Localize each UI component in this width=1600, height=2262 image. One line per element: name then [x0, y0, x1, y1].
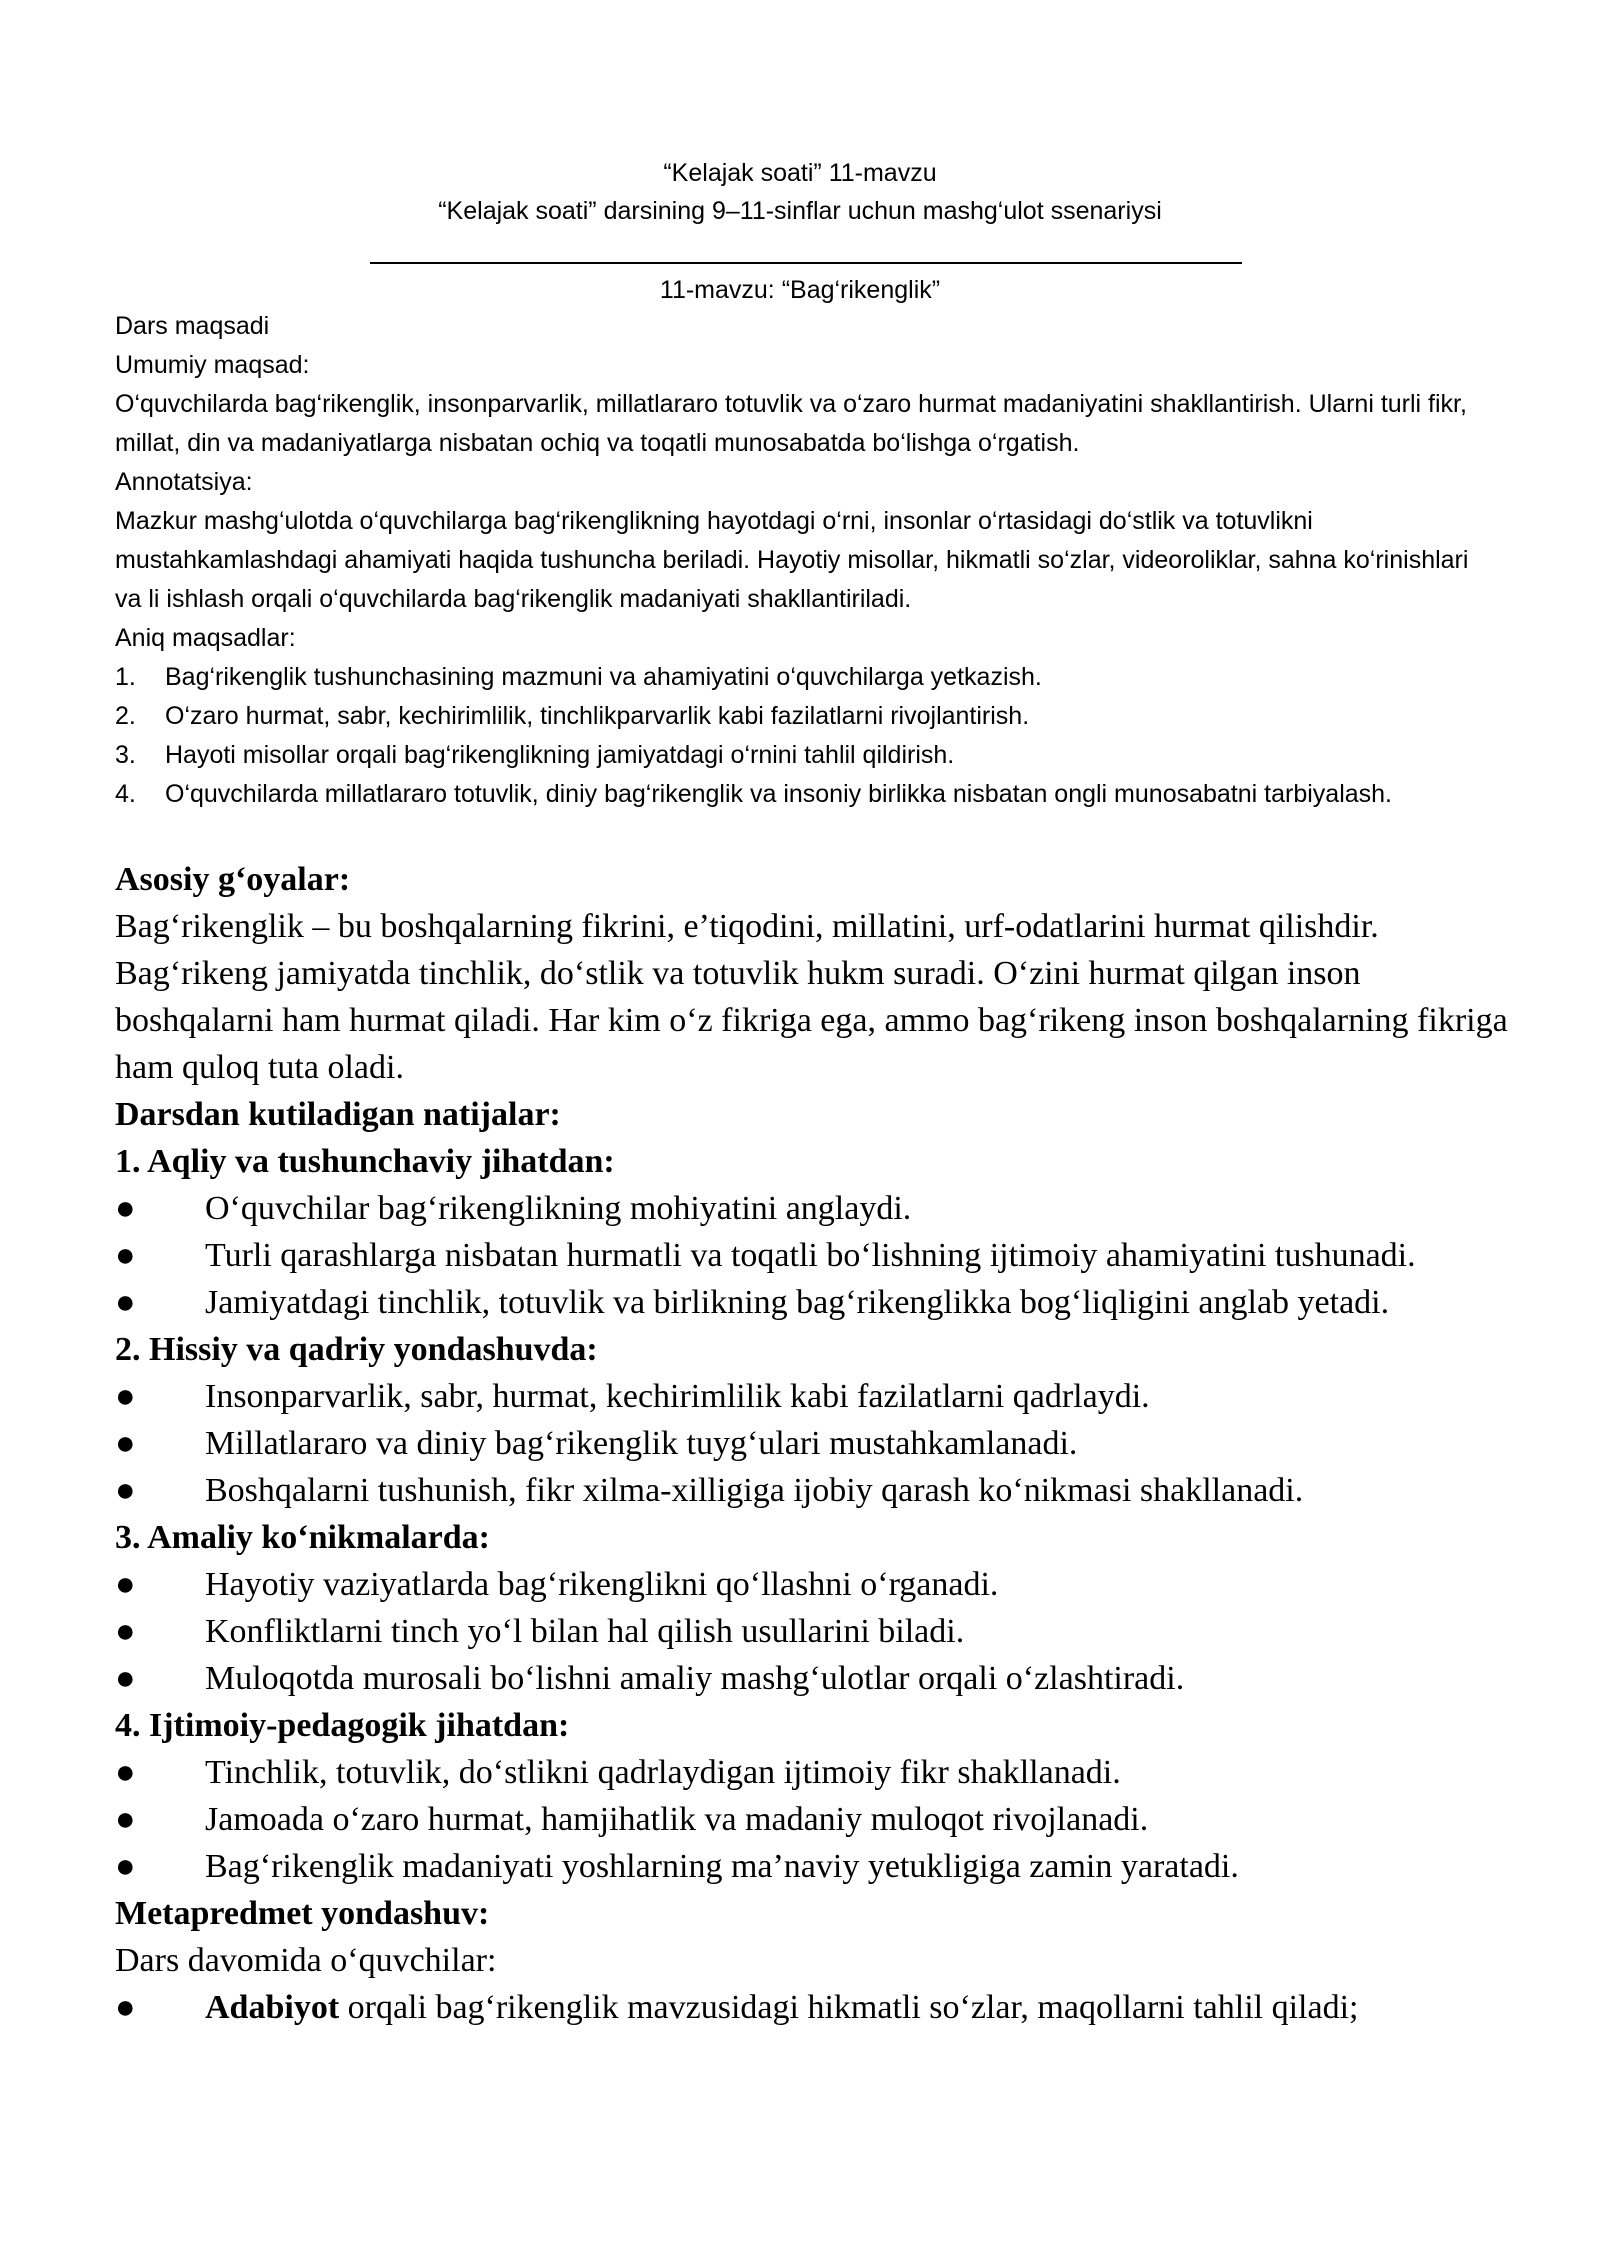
list-item: [115, 1655, 1515, 1702]
bullet-icon: ●: [115, 1754, 136, 1791]
list-item-text: Jamiyatdagi tinchlik, totuvlik va birlikning bag‘rikenglikka bog‘liqligini anglab yetadi.: [205, 1284, 1390, 1321]
meta-subject: Adabiyot: [205, 1989, 340, 2026]
annotation-text: Mazkur mashg‘ulotda o‘quvchilarga bag‘rikenglikning hayotdagi o‘rni, insonlar o‘rtasidagi do‘stlik va totuvlikni mustahkamlashdagi ahamiyati haqida tushuncha beriladi. Hayotiy misollar, hikmatli so‘zlar, videoroliklar, sahna ko‘rinishlari va li ishlash orqali o‘quvchilarda bag‘rikenglik madaniyati shakllantiriladi.: [115, 507, 1469, 613]
goal-text: Bag‘rikenglik tushunchasining mazmuni va ahamiyatini o‘quvchilarga yetkazish.: [165, 663, 1042, 691]
list-item-text: Muloqotda murosali bo‘lishni amaliy mashg‘ulotlar orqali o‘zlashtiradi.: [205, 1660, 1185, 1697]
list-item: [115, 1232, 1515, 1279]
specific-goal-item: [115, 697, 1495, 736]
goal-text: Hayoti misollar orqali bag‘rikenglikning jamiyatdagi o‘rnini tahlil qildirish.: [165, 741, 955, 769]
bullet-icon: ●: [115, 1848, 136, 1885]
list-item-text: Jamoada o‘zaro hurmat, hamjihatlik va madaniy muloqot rivojlanadi.: [205, 1801, 1149, 1838]
goal-number: 3.: [115, 741, 136, 769]
list-item: [115, 1420, 1515, 1467]
list-item-text: Insonparvarlik, sabr, hurmat, kechirimlilik kabi fazilatlarni qadrlaydi.: [205, 1378, 1150, 1415]
intro-section: [115, 307, 1495, 814]
list-item-text: Konfliktlarni tinch yo‘l bilan hal qilish usullarini biladi.: [205, 1613, 965, 1650]
section-heading: 4. Ijtimoiy-pedagogik jihatdan:: [115, 1707, 570, 1744]
goal-number: 4.: [115, 780, 136, 808]
lesson-goal-label: Dars maqsadi: [115, 312, 270, 340]
list-item: [115, 1185, 1515, 1232]
list-item: [115, 1467, 1515, 1514]
list-item: [115, 1843, 1515, 1890]
ideas-text: Bag‘rikenglik – bu boshqalarning fikrini, e’tiqodini, millatini, urf-odatlarini hurmat qilishdir. Bag‘rikeng jamiyatda tinchlik, do‘stlik va totuvlik hukm suradi. O‘zini hurmat qilgan inson boshqalarni ham hurmat qiladi. Har kim o‘z fikriga ega, ammo bag‘rikeng inson boshqalarning fikriga ham quloq tuta oladi.: [115, 908, 1508, 1086]
general-goal-label: Umumiy maqsad:: [115, 351, 310, 379]
list-item-text: Tinchlik, totuvlik, do‘stlikni qadrlaydigan ijtimoiy fikr shakllanadi.: [205, 1754, 1121, 1791]
topic-title: 11-mavzu: “Bag‘rikenglik”: [659, 276, 941, 304]
bullet-icon: ●: [115, 1190, 136, 1227]
specific-goals-label: Aniq maqsadlar:: [115, 624, 296, 652]
goal-text: O‘quvchilarda millatlararo totuvlik, diniy bag‘rikenglik va insoniy birlikka nisbatan ongli munosabatni tarbiyalash.: [165, 780, 1393, 808]
list-item-text: Millatlararo va diniy bag‘rikenglik tuyg‘ulari mustahkamlanadi.: [205, 1425, 1078, 1462]
list-item: [115, 1279, 1515, 1326]
bullet-icon: ●: [115, 1801, 136, 1838]
bullet-icon: ●: [115, 1613, 136, 1650]
results-heading: Darsdan kutiladigan natijalar:: [115, 1096, 561, 1133]
bullet-icon: ●: [115, 1566, 136, 1603]
bullet-icon: ●: [115, 1237, 136, 1274]
main-section: [115, 856, 1515, 2031]
bullet-icon: ●: [115, 1660, 136, 1697]
list-item: [115, 1984, 1515, 2031]
section-heading: 1. Aqliy va tushunchaviy jihatdan:: [115, 1143, 615, 1180]
specific-goal-item: [115, 658, 1495, 697]
document-subtitle: “Kelajak soati” darsining 9–11-sinflar uchun mashg‘ulot ssenariysi: [438, 197, 1162, 225]
goal-number: 2.: [115, 702, 136, 730]
section-heading: 2. Hissiy va qadriy yondashuvda:: [115, 1331, 598, 1368]
list-item: [115, 1796, 1515, 1843]
bullet-icon: ●: [115, 1989, 136, 2026]
list-item-text: O‘quvchilar bag‘rikenglikning mohiyatini anglaydi.: [205, 1190, 912, 1227]
ideas-heading: Asosiy g‘oyalar:: [115, 861, 351, 898]
general-goal-text: O‘quvchilarda bag‘rikenglik, insonparvarlik, millatlararo totuvlik va o‘zaro hurmat madaniyatini shakllantirish. Ularni turli fikr, millat, din va madaniyatlarga nisbatan ochiq va toqatli munosabatda bo‘lishga o‘rgatish.: [115, 390, 1467, 457]
goal-number: 1.: [115, 663, 136, 691]
bullet-icon: ●: [115, 1425, 136, 1462]
list-item: [115, 1561, 1515, 1608]
list-item-text: orqali bag‘rikenglik mavzusidagi hikmatli so‘zlar, maqollarni tahlil qiladi;: [339, 1989, 1359, 2026]
goal-text: O‘zaro hurmat, sabr, kechirimlilik, tinchlikparvarlik kabi fazilatlarni rivojlantirish.: [165, 702, 1030, 730]
meta-heading: Metapredmet yondashuv:: [115, 1895, 490, 1932]
list-item: [115, 1608, 1515, 1655]
bullet-icon: ●: [115, 1472, 136, 1509]
list-item-text: Hayotiy vaziyatlarda bag‘rikenglikni qo‘llashni o‘rganadi.: [205, 1566, 999, 1603]
annotation-label: Annotatsiya:: [115, 468, 253, 496]
specific-goal-item: [115, 736, 1495, 775]
bullet-icon: ●: [115, 1284, 136, 1321]
list-item: [115, 1373, 1515, 1420]
specific-goal-item: [115, 775, 1495, 814]
list-item-text: Boshqalarni tushunish, fikr xilma-xilligiga ijobiy qarash ko‘nikmasi shakllanadi.: [205, 1472, 1304, 1509]
list-item: [115, 1749, 1515, 1796]
header-divider: [370, 262, 1242, 264]
document-title: “Kelajak soati” 11-mavzu: [663, 159, 937, 187]
list-item-text: Bag‘rikenglik madaniyati yoshlarning ma’naviy yetukligiga zamin yaratadi.: [205, 1848, 1239, 1885]
meta-intro: Dars davomida o‘quvchilar:: [115, 1942, 497, 1979]
section-heading: 3. Amaliy ko‘nikmalarda:: [115, 1519, 490, 1556]
bullet-icon: ●: [115, 1378, 136, 1415]
list-item-text: Turli qarashlarga nisbatan hurmatli va toqatli bo‘lishning ijtimoiy ahamiyatini tushunadi.: [205, 1237, 1416, 1274]
